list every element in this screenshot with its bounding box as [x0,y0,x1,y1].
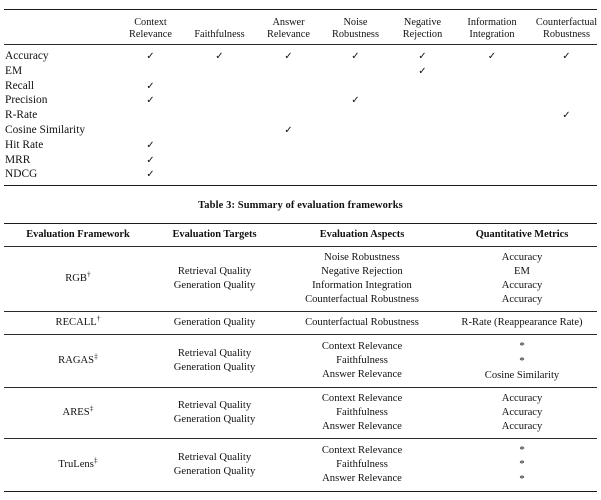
dagger-marker: † [87,269,91,279]
framework-name-cell [4,388,152,438]
quantitative-metric-stack [447,392,597,434]
spacer-head [4,10,597,17]
check-cell-empty [389,79,456,94]
check-cell-empty [528,94,601,109]
quantitative-metric-item: Accuracy [501,280,543,292]
check-cell-empty [255,153,322,168]
evaluation-aspect-item: Context Relevance [321,340,403,352]
check-icon: ✓ [146,139,155,151]
evaluation-target-stack [152,316,277,330]
check-cell-marked [117,94,184,109]
metric-label: Hit Rate [5,138,44,151]
check-cell-empty [456,94,528,109]
header-line-2: Integration [469,28,515,40]
check-cell-empty [322,108,389,123]
evaluation-target-item: Retrieval Quality [177,399,252,411]
quantitative-metric-item: * [519,458,525,471]
table2-bottom-rule [4,491,597,492]
check-cell-empty [528,64,601,79]
check-cell-marked [255,123,322,138]
check-cell-marked [389,49,456,64]
check-icon: ✓ [351,95,360,107]
quantitative-metric-item: Cosine Similarity [484,369,560,381]
framework-name-cell [4,312,152,334]
evaluation-target-item: Generation Quality [173,280,256,292]
check-cell-empty [528,153,601,168]
table1-col-header-counterfactual-robustness [528,17,601,44]
table3-caption: Table 3: Summary of evaluation frameworks [198,200,403,212]
quantitative-metric-item: * [519,473,525,486]
check-cell-empty [184,153,255,168]
check-icon: ✓ [146,169,155,181]
framework-row-group [4,388,597,438]
check-cell-empty [255,64,322,79]
check-cell-marked [456,49,528,64]
evaluation-aspect-item: Negative Rejection [321,265,403,277]
evaluation-aspect-item: Answer Relevance [322,472,402,484]
check-icon: ✓ [418,65,427,77]
metric-label: EM [5,64,23,77]
table-row [4,388,597,438]
evaluation-aspect-stack [277,444,447,486]
table-row [4,94,601,109]
check-cell-marked [528,49,601,64]
evaluation-aspect-cell [277,439,447,491]
header-line-1: Context [134,17,167,28]
check-cell-empty [322,123,389,138]
check-icon: ✓ [215,50,224,62]
framework-name-cell [4,247,152,311]
evaluation-aspect-cell [277,247,447,311]
quantitative-metric-stack [447,316,597,330]
framework-row-group [4,335,597,386]
check-cell-marked [117,153,184,168]
metrics-aspects-table [4,17,601,44]
framework-name: RAGAS [58,354,95,366]
metric-label: Accuracy [5,49,49,62]
check-cell-empty [117,123,184,138]
check-icon: ✓ [562,50,571,62]
evaluation-target-cell [152,335,277,386]
table1-col-header-context-relevance [117,17,184,44]
check-cell-empty [322,79,389,94]
quantitative-metric-item: R-Rate (Reappearance Rate) [461,317,583,329]
check-cell-empty [456,138,528,153]
evaluation-aspect-stack [277,251,447,307]
dagger-marker: ‡ [93,455,98,465]
evaluation-aspect-item: Noise Robustness [324,251,400,263]
check-cell-marked [184,49,255,64]
metric-label: MRR [5,153,31,166]
framework-name: ARES [62,406,90,418]
table-row [4,153,601,168]
table1-col-header-noise-robustness [322,17,389,44]
check-icon: ✓ [351,50,360,62]
evaluation-aspect-item: Faithfulness [336,458,388,470]
header-line-2: Robustness [543,28,590,40]
quantitative-metric-stack [447,251,597,307]
check-cell-empty [322,138,389,153]
check-cell-empty [117,108,184,123]
header-line-1: Faithfulness [194,28,245,40]
check-cell-marked [322,49,389,64]
evaluation-target-item: Generation Quality [173,361,256,373]
table-row [4,168,601,183]
quantitative-metric-item: * [519,354,525,367]
check-icon: ✓ [146,154,155,166]
check-cell-empty [528,79,601,94]
table-row [4,247,597,311]
evaluation-aspect-item: Faithfulness [336,406,388,418]
table1-col-header-negative-rejection [389,17,456,44]
check-cell-empty [456,168,528,183]
check-cell-empty [184,64,255,79]
quantitative-metric-cell [447,335,597,386]
table1-col-header-faithfulness [184,17,255,44]
dagger-marker: ‡ [94,351,98,361]
check-cell-marked [117,168,184,183]
check-cell-empty [255,108,322,123]
metric-label: Cosine Similarity [5,123,86,136]
check-icon: ✓ [284,50,293,62]
evaluation-target-stack [152,451,277,479]
check-cell-empty [456,64,528,79]
check-cell-marked [255,49,322,64]
quantitative-metric-stack [447,443,597,487]
check-cell-marked [389,64,456,79]
quantitative-metric-item: Accuracy [501,420,543,432]
table1-header-row [4,17,601,44]
check-cell-empty [184,168,255,183]
check-cell-empty [255,168,322,183]
framework-row-group [4,247,597,311]
check-cell-empty [456,153,528,168]
check-cell-empty [322,153,389,168]
evaluation-aspect-stack [277,316,447,330]
check-cell-empty [255,79,322,94]
quantitative-metric-stack [447,339,597,382]
evaluation-target-cell [152,439,277,491]
evaluation-target-item: Generation Quality [173,465,256,477]
framework-row-group [4,312,597,334]
header-line-2: Relevance [267,28,310,40]
check-cell-empty [389,138,456,153]
table-row [4,108,601,123]
evaluation-target-item: Generation Quality [173,317,256,329]
table-row [4,79,601,94]
check-cell-empty [255,94,322,109]
check-icon: ✓ [418,50,427,62]
quantitative-metric-item: * [519,443,525,456]
table1-col-header-information-integration [456,17,528,44]
frameworks-table [4,224,597,245]
header-line-1: Answer [272,17,305,28]
evaluation-target-stack [152,347,277,375]
header-line-1: Negative [403,17,442,28]
framework-name: RGB [65,272,87,284]
table1-corner-header [4,17,117,44]
check-cell-empty [389,94,456,109]
frameworks-table-container [0,223,601,491]
check-cell-empty [389,108,456,123]
evaluation-aspect-item: Faithfulness [336,354,388,366]
metric-label: R-Rate [5,109,38,122]
evaluation-aspect-cell [277,335,447,386]
evaluation-aspect-item: Counterfactual Robustness [305,317,419,329]
table1-body [4,49,601,182]
table-row [4,138,601,153]
evaluation-target-cell [152,388,277,438]
table-row [4,123,601,138]
check-cell-empty [528,168,601,183]
table-row [4,335,597,386]
quantitative-metric-cell [447,312,597,334]
quantitative-metric-item: EM [514,265,530,277]
header-line-2: Relevance [129,28,172,40]
framework-name: TruLens [58,458,94,470]
table-row [4,64,601,79]
check-cell-empty [456,123,528,138]
check-cell-empty [184,123,255,138]
check-icon: ✓ [146,50,155,62]
header-line-1: Information [467,17,517,28]
quantitative-metric-item: Accuracy [501,406,543,418]
check-cell-empty [389,168,456,183]
check-cell-empty [184,94,255,109]
quantitative-metric-item: Accuracy [501,251,543,263]
framework-name: RECALL [55,317,97,329]
check-cell-marked [528,108,601,123]
evaluation-target-item: Retrieval Quality [177,265,252,277]
evaluation-aspect-item: Answer Relevance [322,420,402,432]
check-cell-marked [117,79,184,94]
quantitative-metric-item: Accuracy [501,392,543,404]
evaluation-aspect-cell [277,312,447,334]
check-cell-empty [184,108,255,123]
dagger-marker: † [96,313,101,323]
check-cell-marked [117,138,184,153]
quantitative-metric-cell [447,388,597,438]
check-cell-empty [456,108,528,123]
evaluation-aspect-item: Context Relevance [321,444,403,456]
table2-header-row [4,224,597,245]
check-icon: ✓ [146,80,155,92]
table2-col-header-evaluation-framework: Evaluation Framework [26,229,130,241]
table2-col-header-quantitative-metrics: Quantitative Metrics [475,229,569,241]
evaluation-target-stack [152,399,277,427]
quantitative-metric-cell [447,247,597,311]
header-line-1: Noise [343,17,368,28]
evaluation-aspect-stack [277,340,447,382]
table-row [4,49,601,64]
quantitative-metric-item: * [519,340,525,353]
header-line-2: Robustness [332,28,379,40]
table-row [4,312,597,334]
framework-name-cell [4,439,152,491]
evaluation-target-stack [152,265,277,293]
table1-col-header-answer-relevance [255,17,322,44]
table-row [4,439,597,491]
check-cell-empty [389,153,456,168]
check-cell-empty [184,79,255,94]
metric-label: Recall [5,79,35,92]
table2-col-header-evaluation-aspects: Evaluation Aspects [319,229,405,241]
evaluation-aspect-stack [277,392,447,434]
check-icon: ✓ [284,124,293,136]
check-cell-empty [528,138,601,153]
quantitative-metric-item: Accuracy [501,294,543,306]
metric-label: Precision [5,94,48,107]
evaluation-target-cell [152,247,277,311]
metrics-aspects-table-body [4,49,601,182]
evaluation-target-item: Retrieval Quality [177,451,252,463]
evaluation-target-item: Generation Quality [173,413,256,425]
check-icon: ✓ [146,95,155,107]
check-cell-marked [117,49,184,64]
check-cell-marked [322,94,389,109]
check-cell-empty [528,123,601,138]
check-cell-empty [322,64,389,79]
check-cell-empty [322,168,389,183]
evaluation-aspect-cell [277,388,447,438]
table2-col-header-evaluation-targets: Evaluation Targets [172,229,257,241]
header-line-1: Counterfactual [535,17,598,28]
evaluation-aspect-item: Counterfactual Robustness [305,294,419,306]
metrics-aspects-table-container [0,0,601,186]
check-icon: ✓ [487,50,497,62]
check-cell-empty [255,138,322,153]
evaluation-target-item: Retrieval Quality [177,347,252,359]
spacer-top [4,0,597,9]
quantitative-metric-cell [447,439,597,491]
check-cell-empty [389,123,456,138]
framework-row-group [4,439,597,491]
evaluation-aspect-item: Information Integration [312,280,412,292]
evaluation-aspect-item: Answer Relevance [322,368,402,380]
evaluation-aspect-item: Context Relevance [321,392,403,404]
check-cell-empty [456,79,528,94]
table2-body [4,247,597,491]
header-line-2: Rejection [402,28,443,40]
dagger-marker: ‡ [89,403,94,413]
check-cell-empty [117,64,184,79]
framework-name-cell [4,335,152,386]
check-icon: ✓ [562,110,571,122]
metric-label: NDCG [5,168,38,181]
evaluation-target-cell [152,312,277,334]
check-cell-empty [184,138,255,153]
